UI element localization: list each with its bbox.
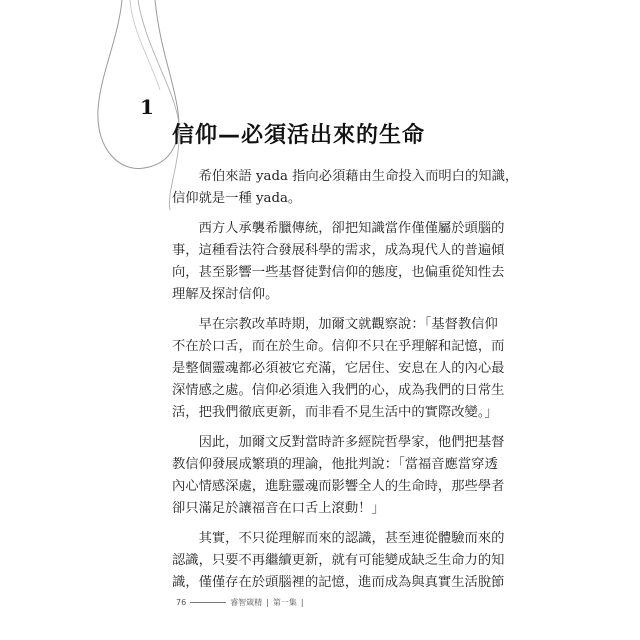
text-line: 不在於口舌，而在於生命。信仰不只在乎理解和記憶，而 [172, 339, 505, 354]
running-volume: 第一集 [272, 598, 297, 607]
paragraph-5 [172, 528, 505, 594]
text-line: 早在宗教改革時期，加爾文就觀察說：「基督教信仰 [198, 317, 498, 332]
text-line: 向，甚至影響一些基督徒對信仰的態度，也偏重從知性去 [172, 265, 505, 280]
text-line: 內心情感深處，進駐靈魂而影響全人的生命時，那些學者 [172, 479, 505, 494]
chapter-number: 1 [140, 95, 154, 119]
footer-separator: | [300, 598, 304, 607]
text-line: 教信仰發展成繁瑣的理論，他批判說：「當福音應當穿透 [172, 457, 498, 472]
text-line: 活，把我們徹底更新，而非看不見生活中的實際改變。」 [172, 405, 498, 420]
text-line: 西方人承襲希臘傳統，卻把知識當作僅僅屬於頭腦的 [198, 221, 505, 236]
page-number: 76 [176, 598, 187, 607]
paragraph-4 [172, 432, 505, 520]
text-line: 事，這種看法符合發展科學的需求，成為現代人的普遍傾 [172, 243, 505, 258]
footer-separator: | [266, 598, 269, 607]
body-text [172, 166, 519, 602]
text-line: 認識，只要不再繼續更新，就有可能變成缺乏生命力的知 [172, 553, 505, 568]
chapter-title: 信仰—必須活出來的生命 [172, 123, 426, 148]
text-line: 其實，不只從理解而來的認識，甚至連從體驗而來的 [198, 531, 505, 546]
text-line: 識，僅僅存在於頭腦裡的記憶，進而成為與真實生活脫節 [172, 575, 505, 590]
text-line: 深情感之處。信仰必須進入我們的心，成為我們的日常生 [172, 383, 505, 398]
text-line: 理解及探討信仰。 [172, 287, 279, 302]
paragraph-2 [172, 218, 505, 306]
text-line: 卻只滿足於讓福音在口舌上滾動！」 [172, 501, 385, 516]
footer-rule [190, 602, 226, 603]
text-line: 是整個靈魂都必須被它充滿，它居住、安息在人的內心最 [172, 361, 505, 376]
running-book-title: 睿智箴精 [230, 598, 263, 607]
paragraph-1 [172, 166, 519, 210]
text-line: 因此，加爾文反對當時許多經院哲學家，他們把基督 [198, 435, 505, 450]
paragraph-3 [172, 314, 505, 424]
text-line: 信仰就是一種 yada。 [172, 191, 302, 206]
text-line: 希伯來語 yada 指向必須藉由生命投入而明白的知識， [198, 169, 519, 184]
page-footer [176, 597, 304, 608]
